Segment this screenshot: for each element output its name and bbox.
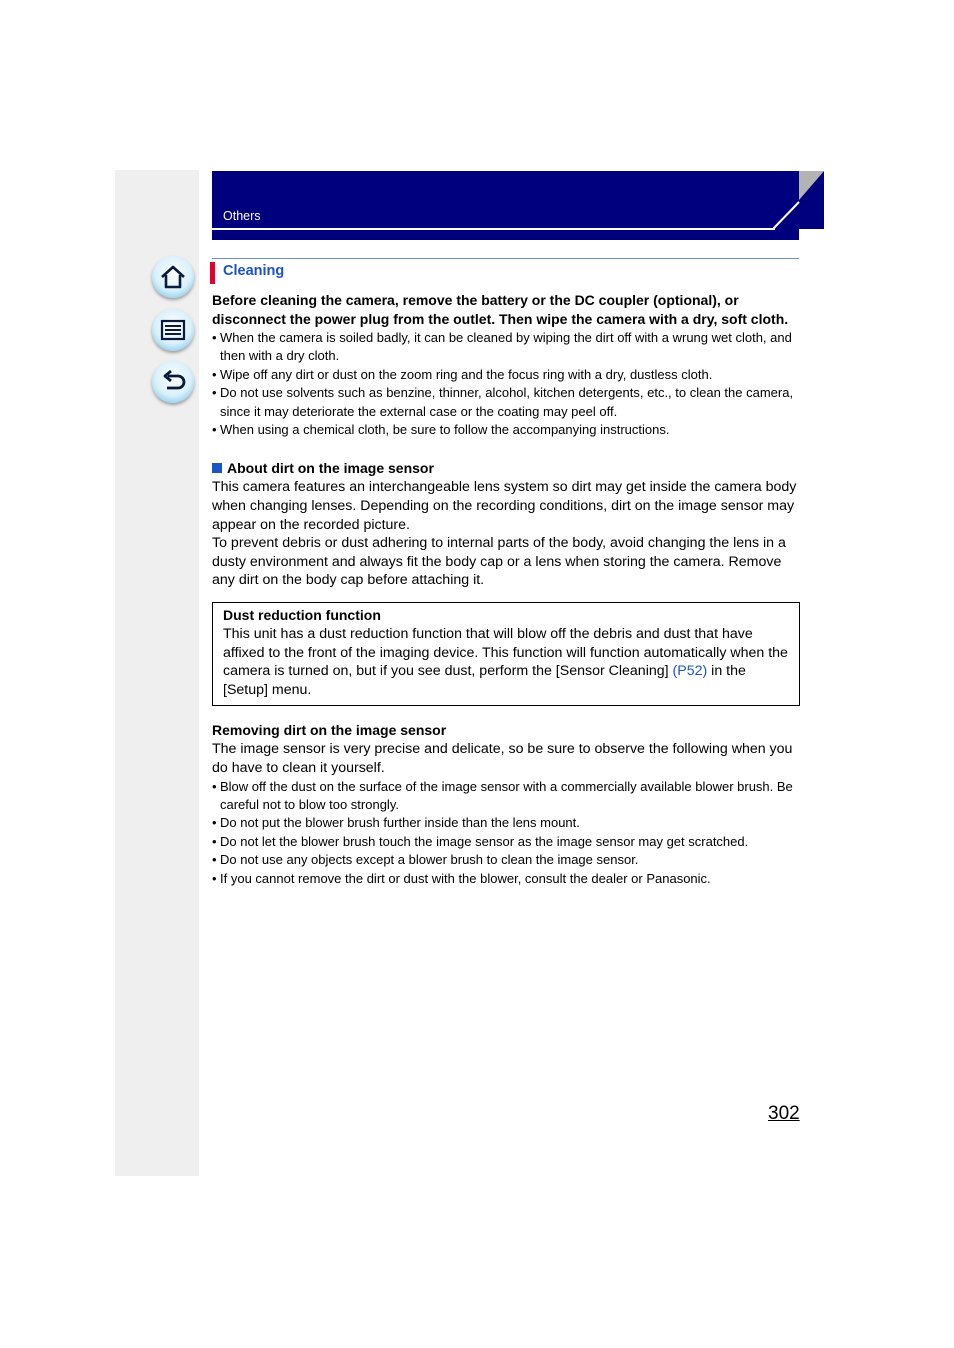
list-item: • Do not use solvents such as benzine, thinner, alcohol, kitchen detergents, etc., to clean the camera, since it may deteriorate the external case or the coating may peel off. xyxy=(212,384,802,421)
intro-bullets xyxy=(212,329,802,439)
list-item: • When using a chemical cloth, be sure to follow the accompanying instructions. xyxy=(212,421,802,439)
dirt-paragraph-2: To prevent debris or dust adhering to internal parts of the body, avoid changing the lens in a dusty environment and always fit the body cap or a lens when storing the camera. Remove any dirt on the body cap before attaching it. xyxy=(212,535,786,589)
section-rule xyxy=(212,258,799,259)
list-item: • Wipe off any dirt or dust on the zoom ring and the focus ring with a dry, dustless cloth. xyxy=(212,366,802,384)
home-button[interactable] xyxy=(152,256,194,298)
chapter-label: Others xyxy=(223,209,261,223)
intro-lead: Before cleaning the camera, remove the battery or the DC coupler (optional), or disconnect the power plug from the outlet. Then wipe the camera with a dry, soft cloth. xyxy=(212,292,789,327)
section-marker xyxy=(210,262,215,284)
list-item: • Blow off the dust on the surface of the image sensor with a commercially available blower brush. Be careful not to blow too strongly. xyxy=(212,778,802,815)
removing-bullets xyxy=(212,778,802,888)
removing-heading: Removing dirt on the image sensor xyxy=(212,722,447,739)
dust-box-text-end: in the [Setup] menu. xyxy=(223,663,746,698)
contents-button[interactable] xyxy=(152,309,194,351)
back-arrow-icon xyxy=(159,368,187,396)
list-icon xyxy=(159,316,187,344)
content xyxy=(212,291,802,888)
dust-box-text xyxy=(223,625,789,699)
dust-box-title: Dust reduction function xyxy=(223,607,381,623)
square-bullet-icon xyxy=(212,463,222,473)
list-item: • Do not use any objects except a blower brush to clean the image sensor. xyxy=(212,851,802,869)
removing-paragraph: The image sensor is very precise and delicate, so be sure to observe the following when you do have to clean it yourself. xyxy=(212,741,793,776)
header-divider xyxy=(212,228,775,230)
section-title: Cleaning xyxy=(223,263,285,279)
page-link-p52[interactable]: (P52) xyxy=(672,663,708,680)
header-corner-fold xyxy=(773,171,824,229)
dirt-paragraph-1: This camera features an interchangeable lens system so dirt may get inside the camera body when changing lenses. Depending on the recording conditions, dirt on the image sensor may appear on the recorded picture. xyxy=(212,479,797,533)
dirt-heading xyxy=(212,459,802,478)
list-item: • If you cannot remove the dirt or dust with the blower, consult the dealer or Panasonic. xyxy=(212,870,802,888)
dust-box-text-start: This unit has a dust reduction function that will blow off the debris and dust that have affixed to the front of the imaging device. This function will function automatically when the camera is turned on, but if you see dust, perform the [Sensor Cleaning] xyxy=(223,626,788,680)
page-number: 302 xyxy=(768,1103,800,1124)
list-item: • Do not put the blower brush further inside than the lens mount. xyxy=(212,814,802,832)
home-icon xyxy=(159,263,187,291)
list-item: • Do not let the blower brush touch the image sensor as the image sensor may get scratched. xyxy=(212,833,802,851)
dirt-heading-text: About dirt on the image sensor xyxy=(227,460,434,477)
list-item: • When the camera is soiled badly, it can be cleaned by wiping the dirt off with a wrung wet cloth, and then with a dry cloth. xyxy=(212,329,802,366)
dust-reduction-box xyxy=(212,602,800,706)
back-button[interactable] xyxy=(152,361,194,403)
